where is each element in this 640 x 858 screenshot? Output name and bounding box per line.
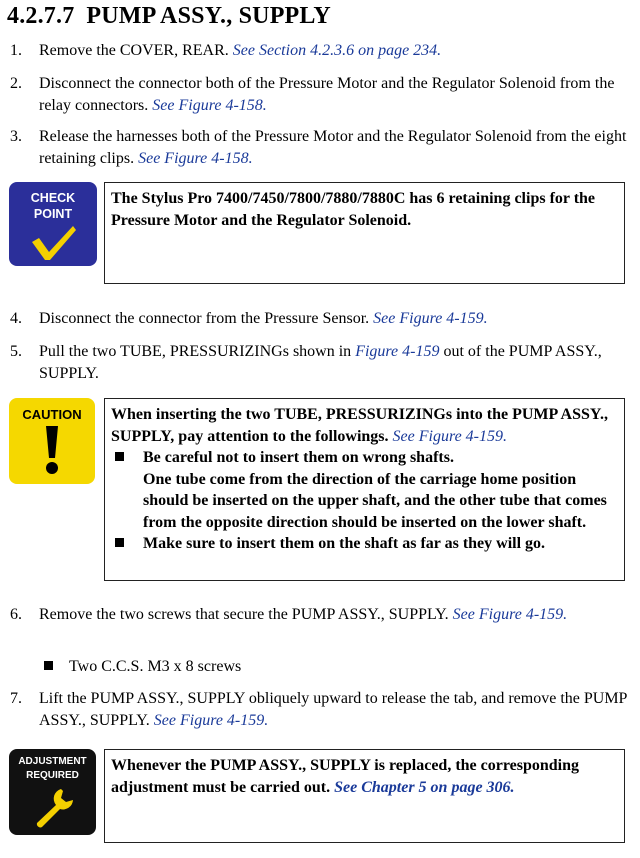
step-number: 5.: [10, 343, 22, 360]
step-2: [10, 73, 630, 117]
bullet-square: [115, 538, 124, 547]
step-text: Remove the COVER, REAR.: [39, 42, 233, 59]
exclamation-icon: [42, 426, 62, 476]
check-point-text: The Stylus Pro 7400/7450/7800/7880/7880C has 6 retaining clips for the Pressure Motor and the Regulator Solenoid.: [111, 190, 596, 229]
figure-link[interactable]: See Figure 4-158.: [138, 150, 253, 167]
section-number: 4.2.7.7: [7, 3, 75, 29]
step-number: 7.: [10, 690, 22, 707]
caution-bullet-2: [111, 533, 618, 555]
step-number: 6.: [10, 606, 22, 623]
step-7: [10, 688, 630, 732]
step-3: [10, 126, 630, 170]
bullet-detail: One tube come from the direction of the carriage home position should be inserted on the upper shaft, and the other tube that comes from the opposite direction should be inserted on the lower shaft.: [143, 470, 607, 531]
bullet-text: Make sure to insert them on the shaft as far as they will go.: [143, 535, 546, 552]
step-text: Release the harnesses both of the Pressure Motor and the Regulator Solenoid from the eight retaining clips.: [39, 128, 627, 167]
figure-link[interactable]: See Figure 4-158.: [152, 97, 267, 114]
step-text-tail: out of the PUMP ASSY., SUPPLY.: [39, 343, 602, 382]
adjustment-label: ADJUSTMENT: [18, 756, 87, 767]
point-label: POINT: [33, 207, 73, 221]
figure-link[interactable]: See Figure 4-159.: [392, 427, 507, 445]
caution-intro: When inserting the two TUBE, PRESSURIZINGs into the PUMP ASSY., SUPPLY, pay attention to the followings.: [111, 406, 608, 445]
step-number: 4.: [10, 310, 22, 327]
step-number: 2.: [10, 75, 22, 92]
required-label: REQUIRED: [26, 770, 79, 781]
adjustment-text: Whenever the PUMP ASSY., SUPPLY is replaced, the corresponding adjustment must be carried out.: [111, 757, 580, 796]
chapter-link[interactable]: See Chapter 5 on page 306.: [334, 778, 515, 796]
step-6: [10, 604, 630, 626]
step-text: Disconnect the connector both of the Pressure Motor and the Regulator Solenoid from the relay connectors.: [39, 75, 615, 114]
figure-link[interactable]: Figure 4-159: [355, 343, 440, 360]
section-heading: [7, 3, 331, 30]
bullet-text: Two C.C.S. M3 x 8 screws: [69, 658, 242, 675]
bullet-square: [44, 661, 53, 670]
step-5: [10, 341, 630, 385]
section-title: PUMP ASSY., SUPPLY: [86, 3, 331, 29]
step-text: Disconnect the connector from the Pressure Sensor.: [39, 310, 374, 327]
caution-bullet-1: [111, 447, 618, 533]
step-number: 3.: [10, 128, 22, 145]
check-point-icon: [9, 182, 97, 266]
check-label: CHECK: [30, 191, 76, 205]
bullet-square: [115, 452, 124, 461]
step-text: Pull the two TUBE, PRESSURIZINGs shown in: [39, 343, 356, 360]
step-4: [10, 308, 630, 330]
step-text: Remove the two screws that secure the PUMP ASSY., SUPPLY.: [39, 606, 453, 623]
checkmark-icon: [29, 224, 79, 262]
adjustment-required-icon: [9, 749, 96, 835]
caution-label: CAUTION: [22, 407, 82, 422]
section-link[interactable]: See Section 4.2.3.6 on page 234.: [232, 42, 442, 59]
caution-box: [104, 398, 625, 581]
figure-link[interactable]: See Figure 4-159.: [153, 712, 269, 729]
step-1: [10, 40, 630, 62]
check-point-box: [104, 182, 625, 284]
figure-link[interactable]: See Figure 4-159.: [373, 310, 488, 327]
wrench-icon: [31, 787, 75, 829]
step-number: 1.: [10, 42, 22, 59]
figure-link[interactable]: See Figure 4-159.: [452, 606, 568, 623]
adjustment-box: [104, 749, 625, 843]
bullet-text: Be careful not to insert them on wrong shafts.: [143, 449, 454, 466]
step-6-bullet: [44, 656, 241, 678]
caution-icon: [9, 398, 95, 484]
step-text: Lift the PUMP ASSY., SUPPLY obliquely upward to release the tab, and remove the PUMP ASSY., SUPPLY.: [39, 690, 627, 729]
